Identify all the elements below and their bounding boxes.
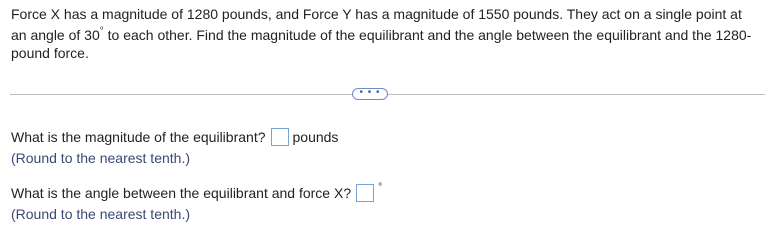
expand-more-button[interactable]: • • • bbox=[352, 88, 388, 100]
part1-row bbox=[11, 126, 338, 148]
section-divider bbox=[10, 88, 765, 102]
part1-prompt: What is the magnitude of the equilibrant? bbox=[11, 129, 266, 145]
question-text-part2: to each other. Find the magnitude of the equilibrant and the angle between the equilibrant and the 1280-pound force. bbox=[11, 27, 752, 61]
question-text bbox=[11, 5, 759, 62]
degree-symbol: ° bbox=[99, 26, 104, 37]
part1-hint: (Round to the nearest tenth.) bbox=[11, 150, 190, 166]
angle-answer-input[interactable] bbox=[356, 184, 374, 202]
question-text-part1: Force X has a magnitude of 1280 pounds, and Force Y has a magnitude of 1550 pounds. They act on a single point at an angle of 30 bbox=[11, 6, 742, 43]
part1-question bbox=[11, 126, 338, 168]
part2-unit: ° bbox=[378, 182, 383, 193]
part2-row bbox=[11, 182, 382, 204]
part2-question bbox=[11, 182, 382, 224]
part1-unit: pounds bbox=[292, 129, 339, 145]
part2-prompt: What is the angle between the equilibrant and force X? bbox=[11, 185, 352, 201]
magnitude-answer-input[interactable] bbox=[271, 128, 289, 146]
part2-hint: (Round to the nearest tenth.) bbox=[11, 206, 190, 222]
